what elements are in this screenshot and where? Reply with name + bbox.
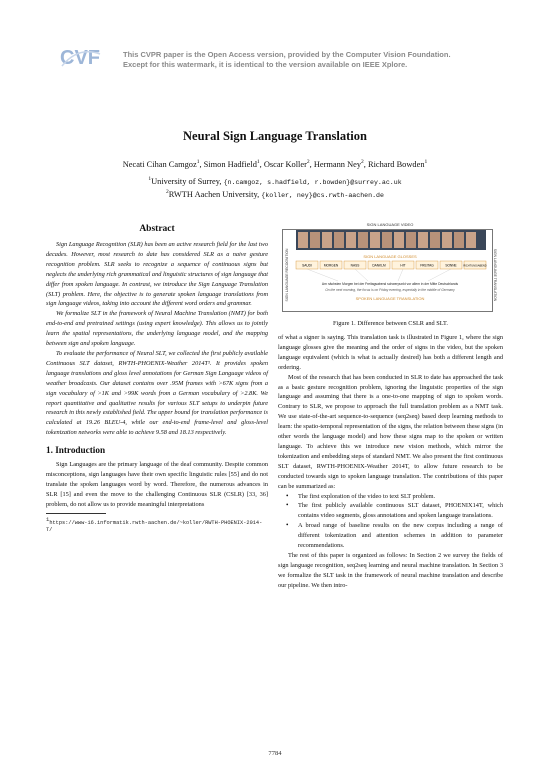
- affil-mark: 2: [166, 189, 169, 195]
- right-column: [278, 215, 503, 591]
- abstract-heading: Abstract: [139, 224, 175, 234]
- author-affil-mark: 1: [256, 159, 260, 165]
- watermark-line-2: Except for this watermark, it is identical to the version available on IEEE Xplore.: [123, 60, 408, 69]
- author-name: Necati Cihan Camgoz: [122, 159, 197, 169]
- introduction-heading: 1. Introduction: [46, 445, 106, 456]
- gloss-label: DANKLM: [372, 263, 386, 268]
- cvf-logo-text: CVF: [60, 47, 100, 68]
- author-name: Richard Bowden: [367, 159, 425, 169]
- fig-connectors: [307, 269, 451, 281]
- figure-caption: Figure 1. Difference between CSLR and SLT.: [333, 320, 448, 327]
- fig-left-label: SIGN LANGUAGE RECOGNITION: [285, 248, 289, 302]
- footnote-rule: [46, 513, 106, 514]
- affil-emails: {n.camgoz, s.hadfield, r.bowden}@surrey.ac.uk: [223, 178, 402, 186]
- gloss-label: NASS: [350, 263, 360, 268]
- gloss-row: [296, 261, 487, 269]
- affil-mark: 1: [148, 176, 152, 182]
- author-affil-mark: 2: [361, 159, 364, 165]
- body-paragraph: Most of the research that has been conducted in SLR to date has approached the task as a basic gesture recognition problem, ignoring the linguistic properties of the sign language and assuming that there is a one-to-one mapping of sign to spoken words. Contrary to SLR, we propose to approach the full translation problem as a NMT task. We use state-of-the-art sequence-to-sequence (seq2seq) based deep learning methods to learn: the spatio-temporal representation of the signs, the relation between these signs (in other words the language model) and how these signs map to the spoken or written language. To achieve this we introduce new vision methods, which mirror the tokenization and embedding steps of standard NMT. We also present the first continuous SLT dataset, RWTH-PHOENIX-Weather 2014T, to allow future research to be conducted towards sign to spoken language translation. The contributions of this paper can be summarized as:: [278, 373, 503, 490]
- author-name: Simon Hadfield: [203, 159, 257, 169]
- author-affil-mark: 2: [306, 159, 310, 165]
- fig-right-label: SIGN LANGUAGE TRANSLATION: [493, 248, 497, 302]
- author-name: Hermann Ney: [313, 159, 362, 169]
- footnote-marker: 1: [46, 515, 50, 523]
- body-paragraph: The rest of this paper is organized as follows: In Section 2 we survey the fields of sign language recognition, seq2seq learning and neural machine translation. In Section 3 we formalize the SLT task in the framework of neural machine translation and describe our pipeline. We then intro-: [278, 551, 503, 589]
- footnote-url[interactable]: https://www-i6.informatik.rwth-aachen.de/~koller/RWTH-PHOENIX-2014-T/: [46, 519, 263, 534]
- page-number: 7784: [268, 750, 282, 757]
- fig-bottom-label: SPOKEN LANGUAGE TRANSLATION: [355, 296, 425, 301]
- gloss-label: MORGEN: [323, 263, 339, 268]
- gloss-label: SONNE: [445, 263, 457, 268]
- fig-german-translation: Am nächsten Morgen bei der Freitagsabend schwerpunkt vor allem in der Mitte Deutschlands: [321, 282, 459, 286]
- affiliation-surrey: [0, 176, 550, 186]
- affil-name: RWTH Aachen University,: [168, 189, 262, 199]
- list-item: • A broad range of baseline results on the new corpus including a range of different tokenization and attention schemes in addition to parameter recommendations.: [278, 521, 503, 551]
- paper-title: Neural Sign Language Translation: [183, 129, 367, 143]
- list-item: • The first publicly available continuous SLT dataset, PHOENIX14T, which contains video segments, gloss annotations and spoken language translations.: [278, 501, 503, 521]
- figure-1: [278, 215, 503, 332]
- contributions-list: [278, 492, 503, 551]
- affil-emails: {koller, ney}@cs.rwth-aachen.de: [261, 191, 384, 199]
- author-name: Oscar Koller: [263, 159, 307, 169]
- fig-english-translation: On the next morning, the focus is on Friday evening, especially in the middle of Germany: [325, 288, 455, 292]
- cvf-logo-icon: [60, 44, 108, 68]
- introduction-paragraph: Sign Languages are the primary language of the deaf community. Despite common misconceptions, sign languages have their own specific linguistic rules [55] and do not translate the spoken languages word by word. Therefore, the numerous advances in SLR [15] and even the move to the challenging Continuous SLR (CSLR) [33, 36] problem, do not allow us to provide meaningful interpretations: [46, 461, 268, 508]
- figure-diagram: [278, 215, 503, 332]
- left-column: [46, 224, 268, 534]
- open-access-watermark: [0, 0, 550, 80]
- abstract-paragraph: To evaluate the performance of Neural SLT, we collected the first publicly available Continuous SLT dataset, RWTH-PHOENIX-Weather 2014T¹. It provides spoken language translations and gloss level annotations for German Sign Language videos of weather broadcasts. Our dataset contains over .95M frames with >67K signs from a sign vocabulary of >1K and >99K words from a German vocabulary of >2.8K. We report quantitative and qualitative results for various SLT setups to underpin future research in this newly established field. The upper bound for translation performance is calculated at 19.26 BLEU-4, while our end-to-end frame-level and gloss-level tokenization networks were able to achieve 9.58 and 18.13 respectively.: [46, 349, 268, 437]
- list-item: • The first exploration of the video to text SLT problem.: [278, 492, 503, 502]
- gloss-label: SAUDI: [302, 263, 312, 268]
- footnote: [46, 516, 268, 535]
- abstract-paragraph: Sign Language Recognition (SLR) has been an active research field for the last two decades. However, most research to date has considered SLR as a naive gesture recognition problem. SLR seeks to recognize a sequence of continuous signs but neglects the underlying rich grammatical and linguistic structures of sign language that differ from spoken language. In contrast, we introduce the Sign Language Translation (SLT) problem. Here, the objective is to generate spoken language translations from sign language videos, taking into account the different word orders and grammar.: [46, 241, 268, 308]
- affiliation-rwth: [0, 189, 550, 199]
- video-frames-strip: [296, 230, 486, 250]
- watermark-line-1: This CVPR paper is the Open Access version, provided by the Computer Vision Foundation.: [123, 50, 451, 59]
- fig-top-label: SIGN LANGUAGE VIDEO: [366, 222, 414, 227]
- author-affil-mark: 1: [196, 159, 200, 165]
- gloss-label: HIT: [400, 263, 406, 268]
- gloss-label: RICHTUNG/ABEND: [463, 264, 487, 268]
- body-paragraph: of what a signer is saying. This translation task is illustrated in Figure 1, where the sign language glosses give the meaning and the order of signs in the video, but the spoken language equivalent (which is what is actually desired) has both a different length and ordering.: [278, 334, 503, 371]
- author-affil-mark: 1: [424, 159, 428, 165]
- fig-gloss-header: SIGN LANGUAGE GLOSSES: [363, 254, 417, 259]
- author-list: Necati Cihan Camgoz$^1$, Simon Hadfield$^1$, Oscar Koller$^2$, Hermann Ney$^2$, Richard Bowden$^1$: [122, 159, 428, 169]
- abstract-paragraph: We formalize SLT in the framework of Neural Machine Translation (NMT) for both end-to-end and pretrained settings (using expert knowledge). This allows us to jointly learn the spatial representations, the underlying language model, and the mapping between sign and spoken language.: [46, 310, 268, 348]
- gloss-label: FREITAG: [420, 263, 434, 268]
- affil-name: University of Surrey,: [151, 176, 224, 186]
